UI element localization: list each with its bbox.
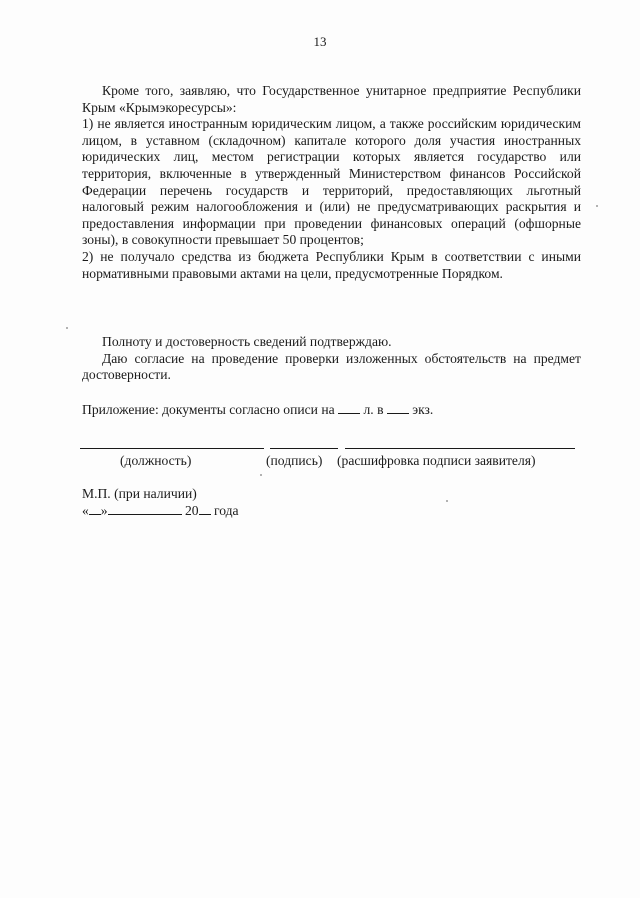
attachment-suffix: экз.	[412, 402, 434, 417]
attachment-prefix: Приложение: документы согласно описи на	[82, 402, 335, 417]
date-open-quote: «	[82, 502, 89, 518]
stamp-label: М.П. (при наличии)	[82, 486, 197, 501]
accuracy-confirmation: Полноту и достоверность сведений подтверждаю.	[102, 334, 392, 349]
declaration-intro-paragraph: Кроме того, заявляю, что Государственное унитарное предприятие Республики Крым «Крымэкоресурсы»:	[82, 83, 581, 115]
declaration-item-2: 2) не получало средства из бюджета Республики Крым в соответствии с иными нормативными правовыми актами на цели, предусмотренные Порядком.	[82, 248, 581, 281]
verification-consent: Даю согласие на проведение проверки изложенных обстоятельств на предмет достоверности.	[82, 350, 581, 383]
signature-line	[270, 448, 338, 449]
signature-caption: (подпись)	[266, 453, 323, 468]
attachment-mid: л. в	[363, 402, 384, 417]
copies-count-blank	[387, 402, 409, 414]
scan-speck	[260, 474, 262, 476]
name-decoding-line	[345, 448, 575, 449]
scan-speck	[596, 205, 598, 207]
confirmation-block	[82, 334, 581, 384]
year-suffix: года	[214, 502, 239, 518]
year-prefix: 20	[185, 502, 199, 518]
attachment-line	[82, 402, 433, 419]
decoding-caption: (расшифровка подписи заявителя)	[337, 453, 536, 468]
date-close-quote: »	[100, 502, 108, 518]
declaration-text	[82, 83, 581, 282]
year-blank	[199, 503, 211, 515]
position-signature-line	[80, 448, 264, 449]
declaration-item-1: 1) не является иностранным юридическим лицом, а также российским юридическим лицом, в уставном (складочном) капитале которого доля участия иностранных юридических лиц, местом регистрации которых является государство или территория, включенные в утвержденный Министерством финансов Российской Федерации перечень государств и территорий, предоставляющих льготный налоговый режим налогообложения и (или) не предусматривающих раскрытия и предоставления информации при проведении финансовых операций (офшорные зоны), в совокупности превышает 50 процентов;	[82, 116, 581, 248]
scan-speck	[446, 500, 448, 502]
day-blank	[89, 503, 101, 515]
page-number: 13	[313, 34, 327, 49]
month-blank	[108, 503, 182, 515]
sheets-count-blank	[338, 402, 360, 414]
position-caption: (должность)	[120, 453, 192, 468]
date-line	[82, 503, 239, 520]
stamp-and-date-block	[82, 486, 239, 519]
scan-speck	[66, 327, 68, 329]
